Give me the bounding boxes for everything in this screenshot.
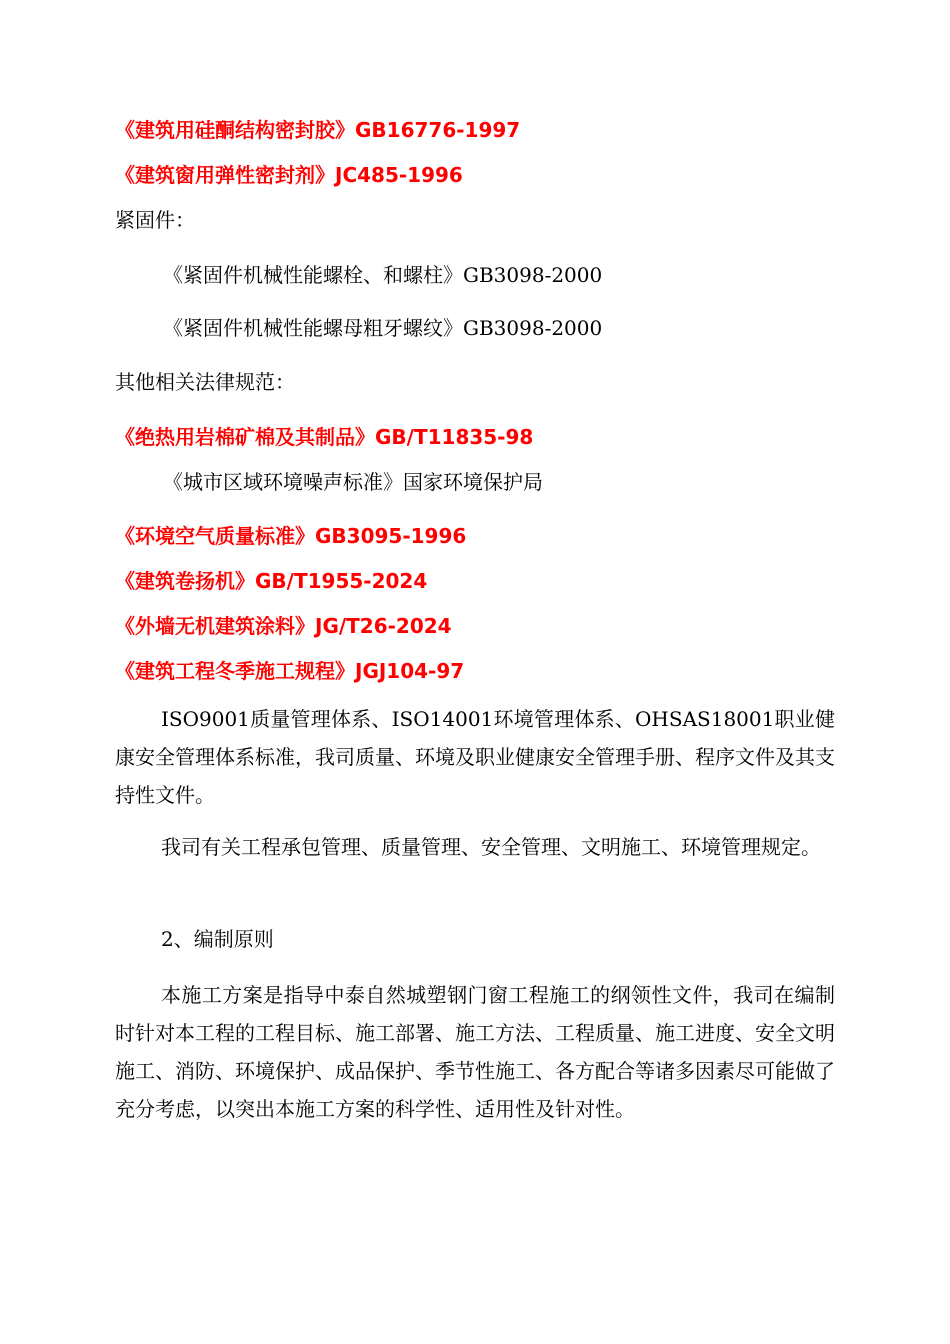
paragraph-company-rules: 我司有关工程承包管理、质量管理、安全管理、文明施工、环境管理规定。 — [161, 835, 821, 859]
standard-rock-wool: 《绝热用岩棉矿棉及其制品》GB/T11835-98 — [115, 425, 534, 449]
paragraph-plan-description: 本施工方案是指导中泰自然城塑钢门窗工程施工的纲领性文件，我司在编制时针对本工程的工程目标、施工部署、施工方法、工程质量、施工进度、安全文明施工、消防、环境保护、成品保护、季节性施工、各方配合等诸多因素尽可能做了充分考虑，以突出本施工方案的科学性、适用性及针对性。 — [115, 983, 835, 1121]
standard-fastener-nuts: 《紧固件机械性能螺母粗牙螺纹》GB3098-2000 — [163, 316, 603, 340]
standard-noise: 《城市区域环境噪声标准》国家环境保护局 — [163, 470, 543, 494]
section-label-other-regulations: 其他相关法律规范： — [115, 370, 295, 394]
standard-winter-construction: 《建筑工程冬季施工规程》JGJ104-97 — [115, 659, 465, 683]
heading-compilation-principles: 2、编制原则 — [161, 927, 274, 951]
standard-silicone-sealant: 《建筑用硅酮结构密封胶》GB16776-1997 — [115, 118, 521, 142]
paragraph-management-systems: ISO9001质量管理体系、ISO14001环境管理体系、OHSAS18001职业健康安全管理体系标准，我司质量、环境及职业健康安全管理手册、程序文件及其支持性文件。 — [115, 707, 835, 807]
standard-fastener-bolts: 《紧固件机械性能螺栓、和螺柱》GB3098-2000 — [163, 263, 603, 287]
standard-window-sealant: 《建筑窗用弹性密封剂》JC485-1996 — [115, 163, 463, 187]
standard-wall-coating: 《外墙无机建筑涂料》JG/T26-2024 — [115, 614, 452, 638]
standard-winch: 《建筑卷扬机》GB/T1955-2024 — [115, 569, 428, 593]
standard-air-quality: 《环境空气质量标准》GB3095-1996 — [115, 524, 467, 548]
section-label-fasteners: 紧固件： — [115, 208, 195, 232]
